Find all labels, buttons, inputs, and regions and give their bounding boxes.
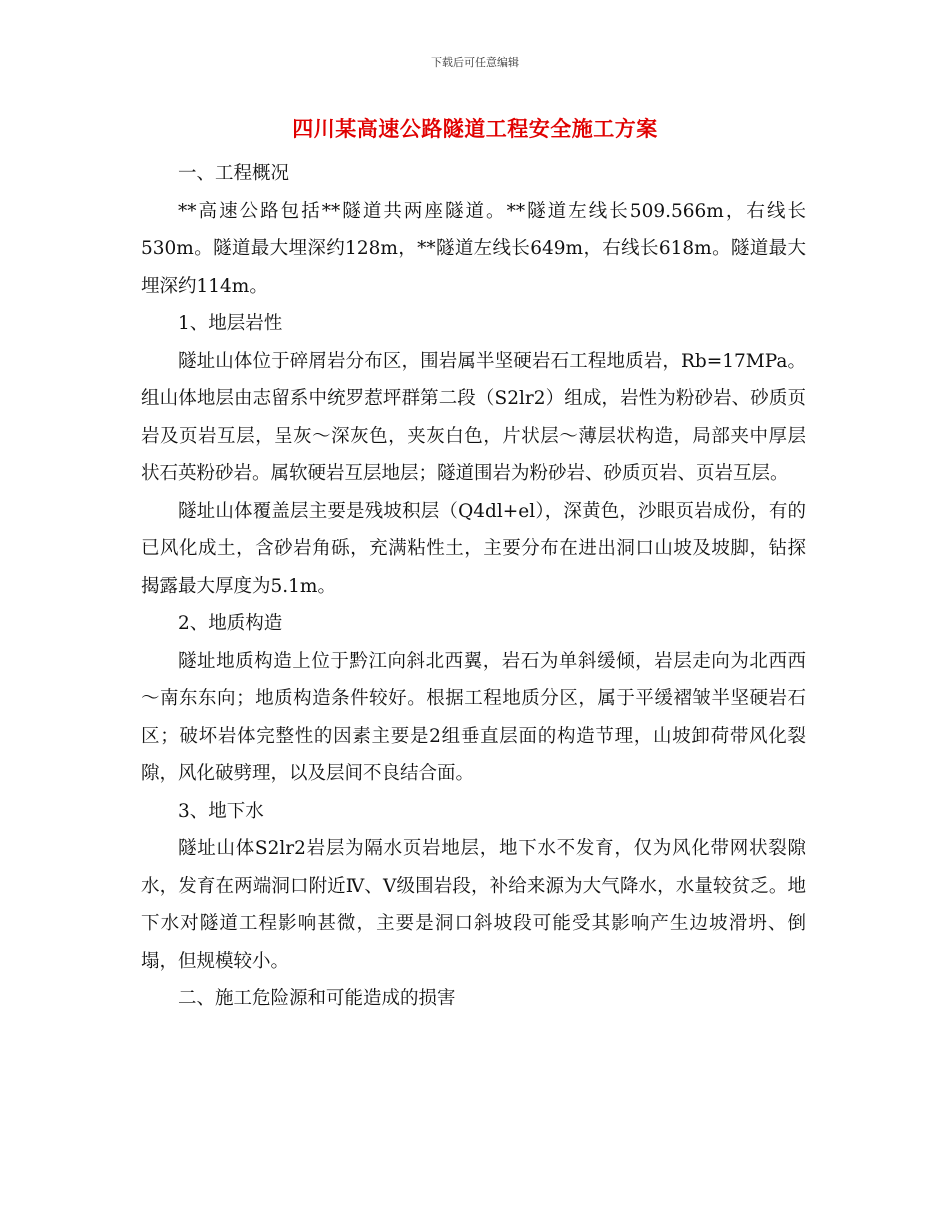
paragraph-overburden: 隧址山体覆盖层主要是残坡积层（Q4dl+el），深黄色，沙眼页岩成份，有的已风化成土，含砂岩角砾，充满粘性土，主要分布在进出洞口山坡及坡脚，钻探揭露最大厚度为5.1m。: [141, 500, 806, 597]
subsection-heading-structure: 2、地质构造: [178, 613, 283, 634]
paragraph-groundwater: 隧址山体S2lr2岩层为隔水页岩地层，地下水不发育，仅为风化带网状裂隙水，发育在两端洞口附近Ⅳ、Ⅴ级围岩段，补给来源为大气降水，水量较贫乏。地下水对隧道工程影响甚微，主要是洞口斜坡段可能受其影响产生边坡滑坍、倒塌，但规模较小。: [141, 838, 806, 972]
section-heading-overview: 一、工程概况: [178, 163, 290, 184]
paragraph-structure: 隧址地质构造上位于黔江向斜北西翼，岩石为单斜缓倾，岩层走向为北西西～南东东向；地质构造条件较好。根据工程地质分区，属于平缓褶皱半坚硬岩石区；破坏岩体完整性的因素主要是2组垂直层面的构造节理，山坡卸荷带风化裂隙，风化破劈理，以及层间不良结合面。: [141, 650, 806, 784]
subsection-heading-lithology: 1、地层岩性: [178, 313, 283, 334]
document-body: [141, 155, 806, 1018]
document-title: 四川某高速公路隧道工程安全施工方案: [292, 117, 658, 141]
section-heading-hazards: 二、施工危险源和可能造成的损害: [178, 988, 456, 1009]
paragraph-tunnel-lengths: **高速公路包括**隧道共两座隧道。**隧道左线长509.566m，右线长530m。隧道最大埋深约128m，**隧道左线长649m，右线长618m。隧道最大埋深约114m。: [141, 200, 806, 297]
header-note: 下载后可任意编辑: [431, 56, 519, 69]
paragraph-lithology: 隧址山体位于碎屑岩分布区，围岩属半坚硬岩石工程地质岩，Rb=17MPa。组山体地层由志留系中统罗惹坪群第二段（S2lr2）组成，岩性为粉砂岩、砂质页岩及页岩互层，呈灰～深灰色，夹灰白色，片状层～薄层状构造，局部夹中厚层状石英粉砂岩。属软硬岩互层地层；隧道围岩为粉砂岩、砂质页岩、页岩互层。: [141, 350, 806, 484]
subsection-heading-groundwater: 3、地下水: [178, 800, 264, 822]
